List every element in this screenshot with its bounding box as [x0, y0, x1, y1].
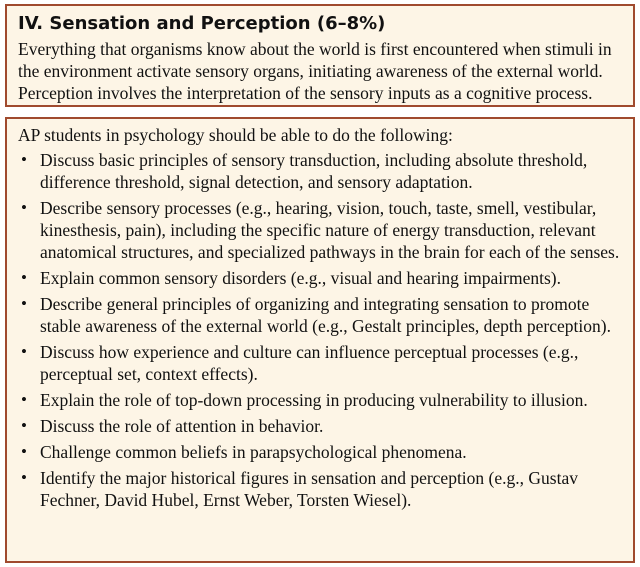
- objective-item: • Discuss basic principles of sensory transduction, including absolute threshold, difference threshold, signal detection, and sensory adaptation.: [18, 149, 623, 193]
- objective-item: • Discuss how experience and culture can influence perceptual processes (e.g., perceptual set, context effects).: [18, 341, 623, 385]
- objectives-lead: AP students in psychology should be able to do the following:: [18, 125, 453, 145]
- objective-item: • Discuss the role of attention in behavior.: [18, 415, 623, 437]
- section-intro-box: [5, 4, 635, 107]
- section-intro-text: Everything that organisms know about the world is first encountered when stimuli in the environment activate sensory organs, initiating awareness of the external world. Perception involves the interpretation of the sensory inputs as a cognitive process.: [18, 39, 612, 103]
- objective-item: • Challenge common beliefs in parapsychological phenomena.: [18, 441, 623, 463]
- objective-item: • Describe sensory processes (e.g., hearing, vision, touch, taste, smell, vestibular, kinesthesis, pain), including the specific nature of energy transduction, relevant anatomical structures, and specialized pathways in the brain for each of the senses.: [18, 197, 623, 263]
- objectives-list: [18, 149, 623, 511]
- objective-item: • Explain common sensory disorders (e.g., visual and hearing impairments).: [18, 267, 623, 289]
- objective-item: • Identify the major historical figures in sensation and perception (e.g., Gustav Fechner, David Hubel, Ernst Weber, Torsten Wiesel).: [18, 467, 623, 511]
- objectives-box: [5, 117, 635, 563]
- section-heading: IV. Sensation and Perception (6–8%): [18, 13, 386, 34]
- objective-item: • Describe general principles of organizing and integrating sensation to promote stable awareness of the external world (e.g., Gestalt principles, depth perception).: [18, 293, 623, 337]
- objective-item: • Explain the role of top-down processing in producing vulnerability to illusion.: [18, 389, 623, 411]
